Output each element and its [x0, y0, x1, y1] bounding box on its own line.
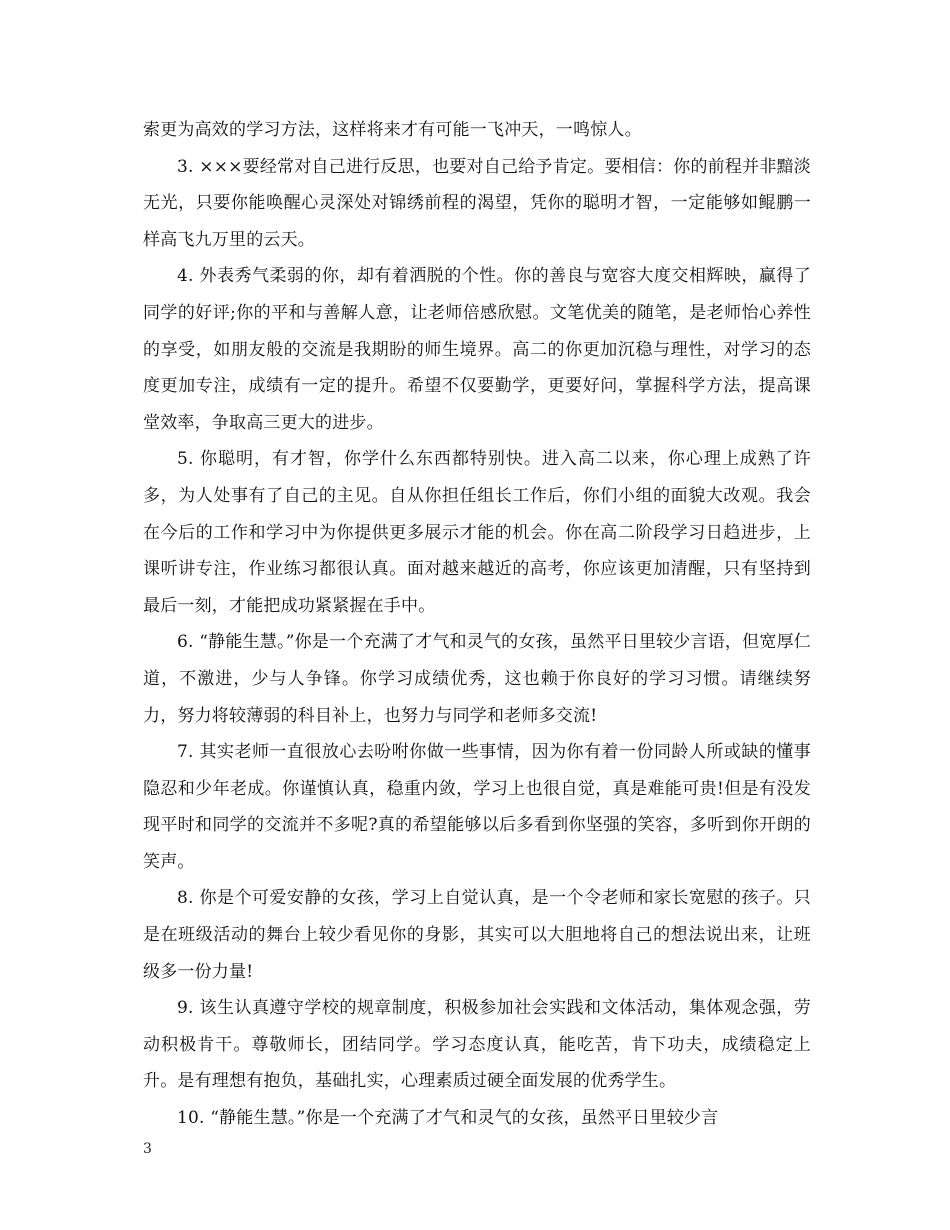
paragraph-item-5: 5. 你聪明，有才智，你学什么东西都特别快。进入高二以来，你心理上成熟了许多，为人处事有了自己的主见。自从你担任组长工作后，你们小组的面貌大改观。我会在今后的工作和学习中为你提供更多展示才能的机会。你在高二阶段学习日趋进步，上课听讲专注，作业练习都很认真。面对越来越近的高考，你应该更加清醒，只有坚持到最后一刻，才能把成功紧紧握在手中。 — [143, 449, 811, 616]
paragraph-item-8: 8. 你是个可爱安静的女孩，学习上自觉认真，是一个令老师和家长宽慰的孩子。只是在班级活动的舞台上较少看见你的身影，其实可以大胆地将自己的想法说出来，让班级多一份力量! — [143, 888, 811, 982]
paragraph-item-10: 10. “静能生慧。”你是一个充满了才气和灵气的女孩，虽然平日里较少言 — [177, 1108, 719, 1129]
document-body — [143, 112, 811, 1137]
paragraph-item-4: 4. 外表秀气柔弱的你，却有着洒脱的个性。你的善良与宽容大度交相辉映，赢得了同学的好评;你的平和与善解人意，让老师倍感欣慰。文笔优美的随笔，是老师怡心养性的享受，如朋友般的交流是我期盼的师生境界。高二的你更加沉稳与理性，对学习的态度更加专注，成绩有一定的提升。希望不仅要勤学，更要好问，掌握科学方法，提高课堂效率，争取高三更大的进步。 — [143, 266, 811, 433]
paragraph-item-3: 3. ×××要经常对自己进行反思，也要对自己给予肯定。要相信：你的前程并非黯淡无光，只要你能唤醒心灵深处对锦绣前程的渴望，凭你的聪明才智，一定能够如鲲鹏一样高飞九万里的云天。 — [143, 156, 811, 250]
paragraph-item-9: 9. 该生认真遵守学校的规章制度，积极参加社会实践和文体活动，集体观念强，劳动积极肯干。尊敬师长，团结同学。学习态度认真，能吃苦，肯下功夫，成绩稳定上升。是有理想有抱负，基础扎实，心理素质过硬全面发展的优秀学生。 — [143, 998, 811, 1092]
paragraph-continuation: 索更为高效的学习方法，这样将来才有可能一飞冲天，一鸣惊人。 — [143, 120, 642, 140]
paragraph-item-7: 7. 其实老师一直很放心去吩咐你做一些事情，因为你有着一份同龄人所或缺的懂事隐忍和少年老成。你谨慎认真，稳重内敛，学习上也很自觉，真是难能可贵!但是有没发现平时和同学的交流并不多呢?真的希望能够以后多看到你坚强的笑容，多听到你开朗的笑声。 — [143, 742, 811, 872]
paragraph-item-6: 6. “静能生慧。”你是一个充满了才气和灵气的女孩，虽然平日里较少言语，但宽厚仁道，不激进，少与人争锋。你学习成绩优秀，这也赖于你良好的学习习惯。请继续努力，努力将较薄弱的科目补上，也努力与同学和老师多交流! — [143, 632, 811, 726]
page-number: 3 — [143, 1141, 152, 1157]
